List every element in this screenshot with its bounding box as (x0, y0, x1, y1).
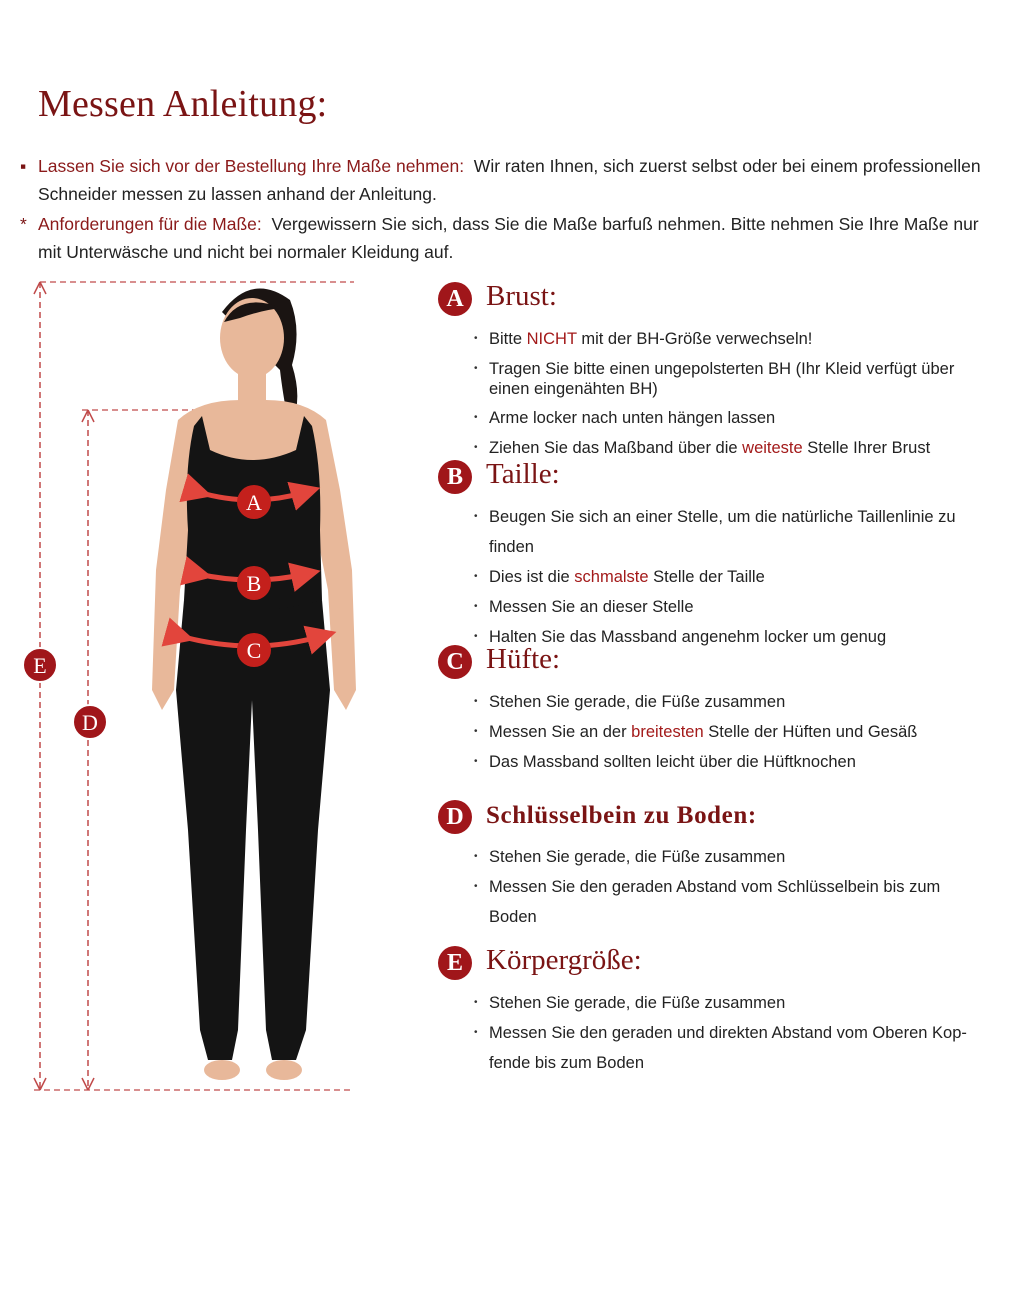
bullet-icon: * (20, 214, 27, 234)
intro-text: Vergewissern Sie sich, dass Sie die Maße barfuß nehmen. Bitte nehmen Sie Ihre Maße nur mit Unterwäsche und nicht bei normaler Kleidung auf. (38, 214, 979, 262)
list-item: • Bitte NICHT mit der BH-Größe verwechseln! (474, 324, 998, 354)
section-collarbone-to-floor (438, 800, 998, 932)
section-title: Körpergröße: (486, 944, 642, 976)
section-title: Hüfte: (486, 643, 561, 675)
bullet-icon: ▪ (20, 156, 27, 176)
section-title: Schlüsselbein zu Boden: (486, 802, 757, 829)
list-item: • Arme locker nach unten hängen lassen (474, 403, 998, 433)
section-title: Taille: (486, 458, 560, 490)
list-item: • Messen Sie an der breitesten Stelle der Hüften und Gesäß (474, 717, 998, 747)
marker-a (237, 485, 271, 519)
intro-text: Wir raten Ihnen, sich zuerst selbst oder bei einem professionellen Schneider messen zu lassen anhand der Anleitung. (38, 156, 981, 204)
body-silhouette (152, 288, 356, 1080)
page-title: Messen Anleitung: (38, 83, 328, 125)
intro-item-measure-requirements (20, 210, 990, 266)
badge-d: D (438, 800, 472, 834)
marker-e-label: E (33, 653, 47, 678)
marker-c (237, 633, 271, 667)
measurement-figure (0, 270, 420, 1100)
list-item: • Beugen Sie sich an einer Stelle, um die natürliche Taillenlinie zu finden (474, 502, 998, 562)
list-item: • Dies ist die schmalste Stelle der Taille (474, 562, 998, 592)
section-body-height (438, 946, 998, 1078)
list-item: • Stehen Sie gerade, die Füße zusammen (474, 842, 998, 872)
marker-a-label: A (246, 490, 262, 515)
list-item: • Messen Sie den geraden und direkten Abstand vom Oberen Kop-fende bis zum Boden (474, 1018, 989, 1078)
section-bust (438, 282, 998, 463)
list-item: • Tragen Sie bitte einen ungepolsterten BH (Ihr Kleid verfügt über einen eingenähten BH) (474, 354, 998, 403)
marker-e (23, 648, 57, 682)
section-title: Brust: (486, 280, 557, 312)
marker-d (73, 705, 107, 739)
list-item: • Stehen Sie gerade, die Füße zusammen (474, 988, 998, 1018)
list-item: • Stehen Sie gerade, die Füße zusammen (474, 687, 998, 717)
marker-d-label: D (82, 710, 98, 735)
badge-a: A (438, 282, 472, 316)
list-item: • Ziehen Sie das Maßband über die weiteste Stelle Ihrer Brust (474, 433, 998, 463)
list-item: • Messen Sie an dieser Stelle (474, 592, 998, 622)
section-hip (438, 645, 998, 777)
body-illustration (0, 270, 420, 1100)
badge-e: E (438, 946, 472, 980)
badge-c: C (438, 645, 472, 679)
marker-b (237, 566, 271, 600)
list-item: • Das Massband sollten leicht über die Hüftknochen (474, 747, 998, 777)
list-item: • Halten Sie das Massband angenehm locker um genug (474, 622, 998, 652)
section-waist (438, 460, 998, 652)
intro-label: Lassen Sie sich vor der Bestellung Ihre Maße nehmen: (38, 156, 465, 176)
intro-label: Anforderungen für die Maße: (38, 214, 262, 234)
marker-c-label: C (246, 638, 262, 663)
badge-b: B (438, 460, 472, 494)
marker-b-label: B (246, 571, 262, 596)
intro-item-measure-before-order (20, 152, 990, 208)
list-item: • Messen Sie den geraden Abstand vom Schlüsselbein bis zum Boden (474, 872, 959, 932)
